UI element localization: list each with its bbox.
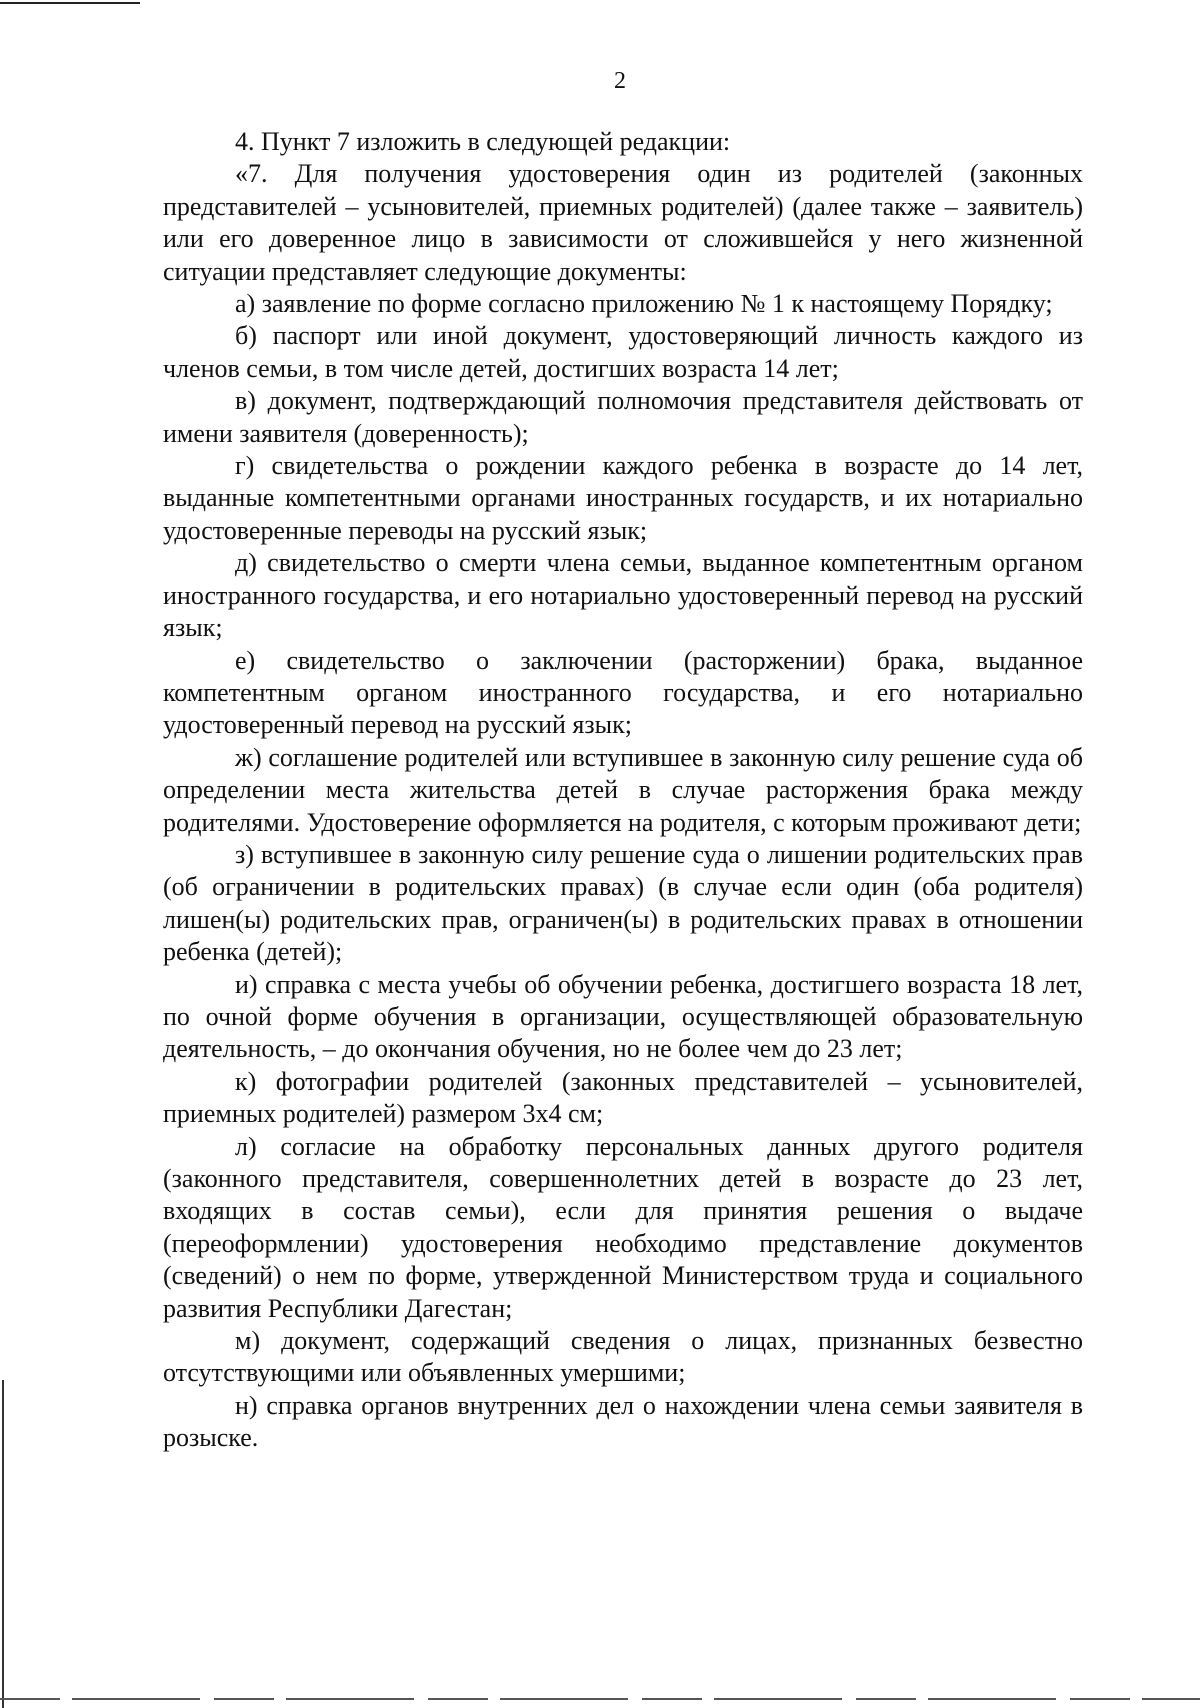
scan-edge-bottom bbox=[0, 1698, 1200, 1700]
list-item-a: а) заявление по форме согласно приложению № 1 к настоящему Порядку; bbox=[235, 289, 1053, 319]
list-item-m: м) документ, содержащий сведения о лицах, признанных безвестно отсутствующими или объявленных умершими; bbox=[163, 1326, 1083, 1388]
list-item-b: б) паспорт или иной документ, удостоверяющий личность каждого из членов семьи, в том числе детей, достигших возраста 14 лет; bbox=[163, 321, 1083, 383]
list-item-g: г) свидетельства о рождении каждого ребенка в возрасте до 14 лет, выданные компетентными органами иностранных государств, и их нотариально удостоверенные переводы на русский язык; bbox=[163, 451, 1083, 545]
scan-edge-left bbox=[2, 1380, 4, 1708]
list-item-v: в) документ, подтверждающий полномочия представителя действовать от имени заявителя (доверенность); bbox=[163, 386, 1083, 448]
list-item-z: з) вступившее в законную силу решение суда о лишении родительских прав (об ограничении в родительских правах) (в случае если один (оба родителя) лишен(ы) родительских прав, ограничен(ы) в родительских правах в отношении ребенка (детей); bbox=[163, 839, 1083, 967]
list-item-k: к) фотографии родителей (законных представителей – усыновителей, приемных родителей) размером 3х4 см; bbox=[163, 1066, 1083, 1129]
list-item-d: д) свидетельство о смерти члена семьи, выданное компетентным органом иностранного государства, и его нотариально удостоверенный перевод на русский язык; bbox=[163, 548, 1083, 643]
paragraph-intro: «7. Для получения удостоверения один из родителей (законных представителей – усыновителей, приемных родителей) (далее также – заявитель) или его доверенное лицо в зависимости от сложившейся у него жизненной ситуации представляет следующие документы: bbox=[163, 159, 1083, 286]
list-item-l: л) согласие на обработку персональных данных другого родителя (законного представителя, совершеннолетних детей в возрасте до 23 лет, входящих в состав семьи), если для принятия решения о выдаче (переоформлении) удостоверения необходимо представление документов (сведений) о нем по форме, утвержденной Министерством труда и социального развития Республики Дагестан; bbox=[163, 1131, 1083, 1323]
paragraph-heading: 4. Пункт 7 изложить в следующей редакции: bbox=[235, 127, 731, 156]
document-body bbox=[163, 126, 1083, 1455]
list-item-n: н) справка органов внутренних дел о нахождении члена семьи заявителя в розыске. bbox=[163, 1390, 1083, 1453]
page-number: 2 bbox=[614, 68, 626, 94]
list-item-i: и) справка с места учебы об обучении ребенка, достигшего возраста 18 лет, по очной форме обучения в организации, осуществляющей образовательную деятельность, – до окончания обучения, но не более чем до 23 лет; bbox=[163, 969, 1083, 1064]
scan-edge-top bbox=[0, 2, 140, 4]
list-item-zh: ж) соглашение родителей или вступившее в законную силу решение суда об определении места жительства детей в случае расторжения брака между родителями. Удостоверение оформляется на родителя, с которым проживают дети; bbox=[163, 742, 1083, 837]
list-item-e: е) свидетельство о заключении (расторжении) брака, выданное компетентным органом иностранного государства, и его нотариально удостоверенный перевод на русский язык; bbox=[163, 645, 1083, 740]
